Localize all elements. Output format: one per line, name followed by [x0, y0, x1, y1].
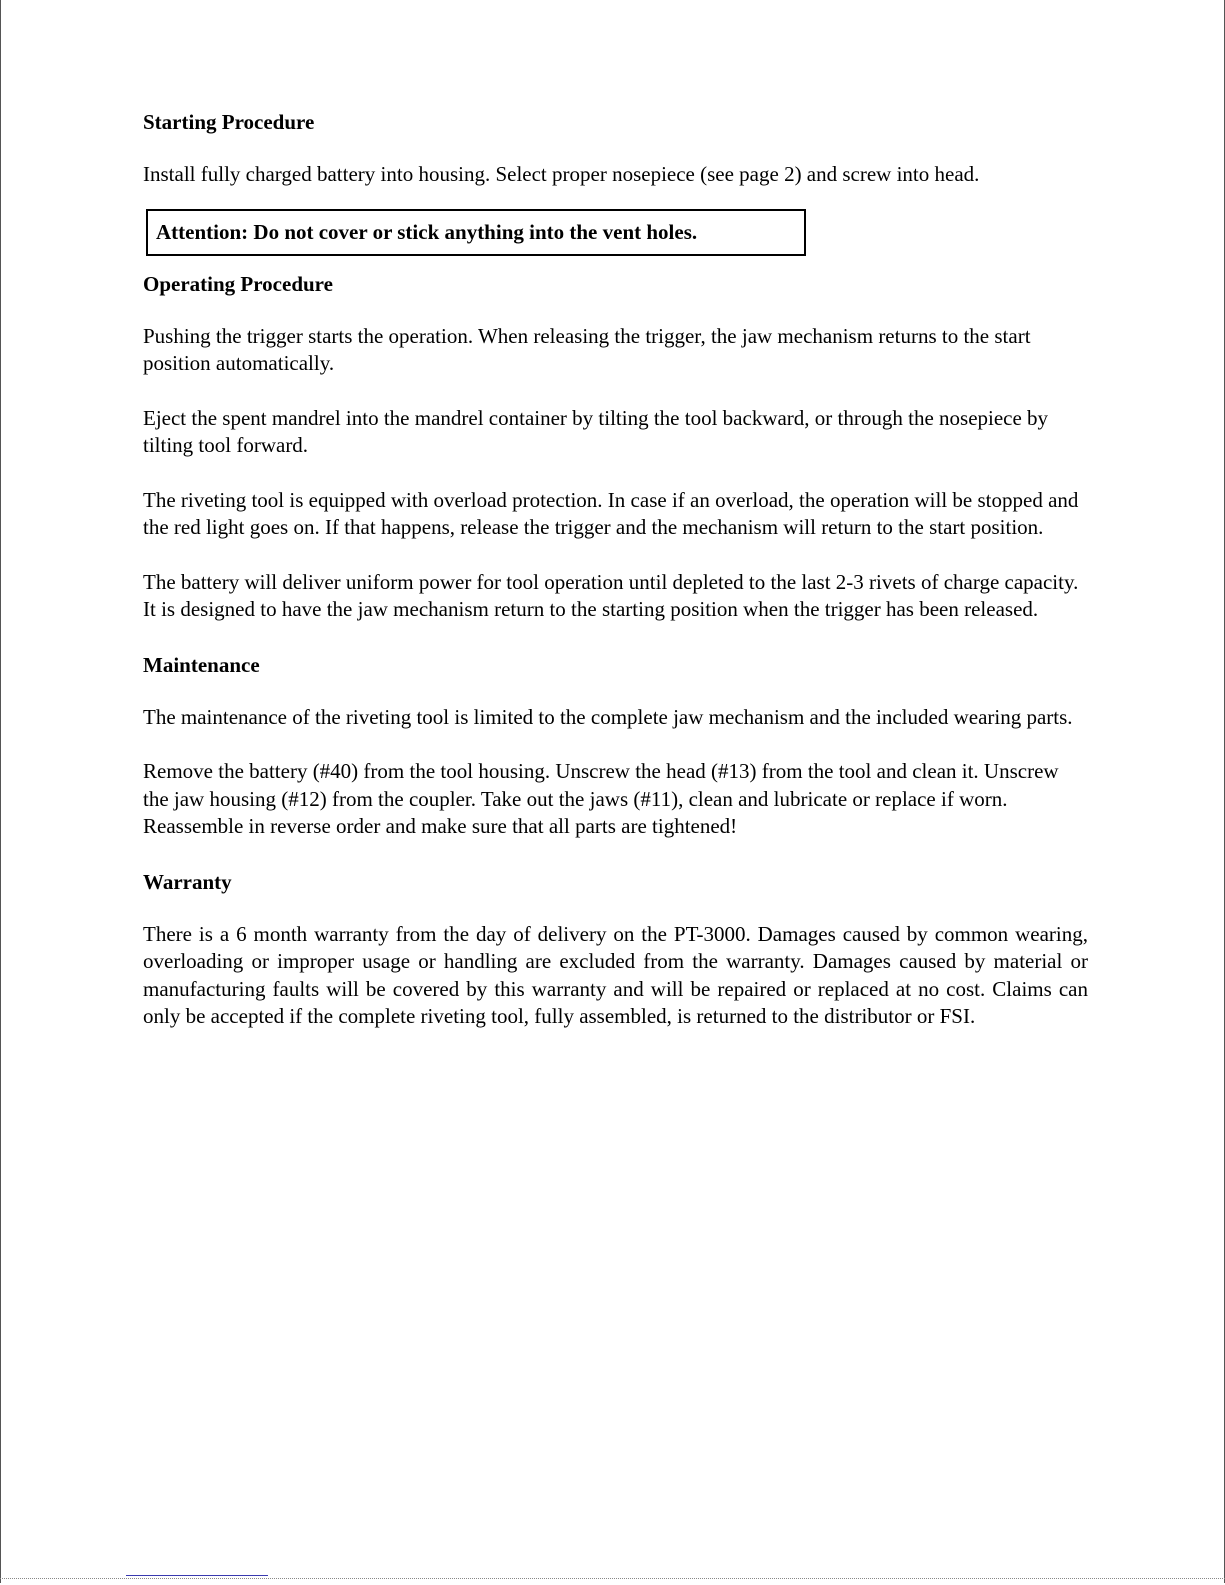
- paragraph-overload: The riveting tool is equipped with overload protection. In case if an overload, the operation will be stopped and the red light goes on. If that happens, release the trigger and the mechanism will return to the start position.: [143, 487, 1079, 539]
- paragraph-trigger: Pushing the trigger starts the operation. When releasing the trigger, the jaw mechanism returns to the start position automatically.: [143, 323, 1031, 375]
- footnote-separator: [126, 1575, 268, 1576]
- heading-starting-procedure: Starting Procedure: [143, 110, 315, 134]
- heading-maintenance: Maintenance: [143, 652, 260, 677]
- paragraph-battery-power: The battery will deliver uniform power for tool operation until depleted to the last 2-3 rivets of charge capacity. It is designed to have the jaw mechanism return to the starting position when the trigger has been released.: [143, 569, 1079, 621]
- page-bottom-edge: [0, 1578, 1225, 1579]
- heading-warranty: Warranty: [143, 869, 232, 894]
- heading-operating-procedure: Operating Procedure: [143, 271, 333, 296]
- paragraph-install-battery: Install fully charged battery into housing. Select proper nosepiece (see page 2) and screw into head.: [143, 162, 980, 186]
- paragraph-maintenance-scope: The maintenance of the riveting tool is limited to the complete jaw mechanism and the included wearing parts.: [143, 704, 1073, 729]
- attention-notice: Attention: Do not cover or stick anything into the vent holes.: [146, 209, 806, 256]
- paragraph-eject-mandrel: Eject the spent mandrel into the mandrel container by tilting the tool backward, or through the nosepiece by tilting tool forward.: [143, 405, 1049, 457]
- paragraph-maintenance-steps: Remove the battery (#40) from the tool housing. Unscrew the head (#13) from the tool and clean it. Unscrew the jaw housing (#12) from the coupler. Take out the jaws (#11), clean and lubricate or replace if worn. Reassemble in reverse order and make sure that all parts are tightened!: [143, 759, 1059, 838]
- paragraph-warranty: There is a 6 month warranty from the day of delivery on the PT-3000. Damages caused by common wearing, overloading or improper usage or handling are excluded from the warranty. Damages caused by material or manufacturing faults will be covered by this warranty and will be repaired or replaced at no cost. Claims can only be accepted if the complete riveting tool, fully assembled, is returned to the distributor or FSI.: [143, 921, 1088, 1028]
- document-body: [143, 108, 1088, 1058]
